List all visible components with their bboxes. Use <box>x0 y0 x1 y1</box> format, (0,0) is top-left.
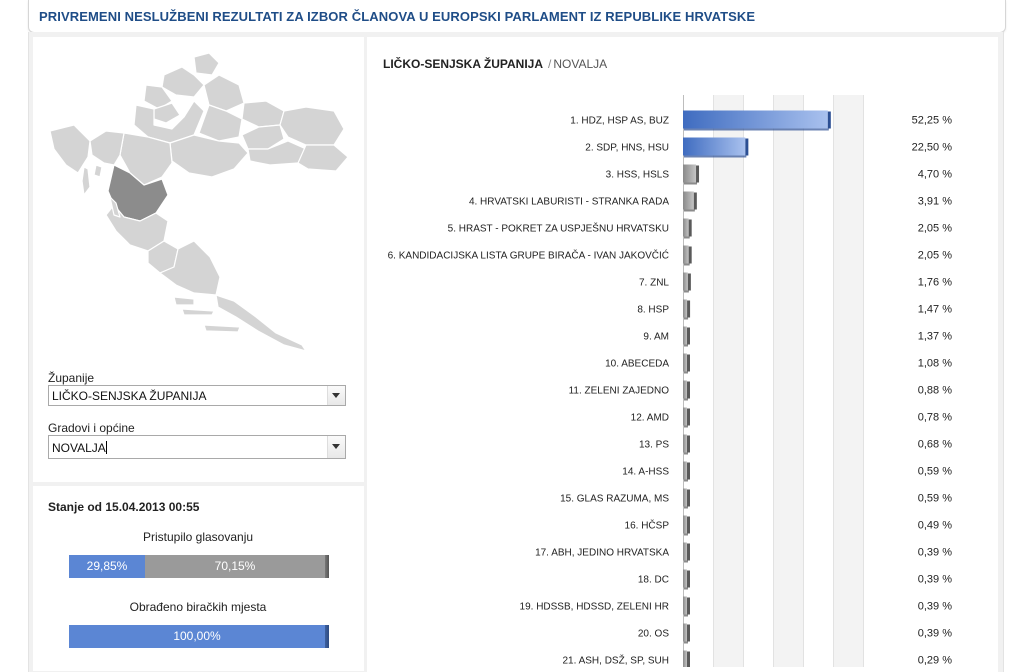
city-select-value: NOVALJA <box>52 441 106 455</box>
chevron-down-icon[interactable] <box>327 436 345 458</box>
bar-edge <box>828 112 831 129</box>
bar[interactable] <box>683 516 687 534</box>
bar-shadow <box>684 615 688 617</box>
value-label: 0,59 % <box>917 465 952 478</box>
bar[interactable] <box>683 246 689 264</box>
bar-shadow <box>684 480 688 482</box>
bar[interactable] <box>683 327 687 345</box>
bar-edge <box>694 193 697 210</box>
map-island-brac[interactable] <box>174 297 194 305</box>
bar-shadow <box>684 399 688 401</box>
value-label: 0,29 % <box>917 654 952 667</box>
bar[interactable] <box>683 273 688 291</box>
category-label: 7. ZNL <box>638 277 669 289</box>
bar-shadow <box>684 561 688 563</box>
value-label: 0,39 % <box>917 627 952 640</box>
map-county-virovitica[interactable] <box>242 101 284 127</box>
category-label: 5. HRAST - POKRET ZA USPJEŠNU HRVATSKU <box>447 223 669 235</box>
value-label: 2,05 % <box>917 222 952 235</box>
status-timestamp: Stanje od 15.04.2013 00:55 <box>48 500 200 514</box>
bar[interactable] <box>683 300 687 318</box>
category-label: 15. GLAS RAZUMA, MS <box>560 493 669 505</box>
bar[interactable] <box>683 651 687 668</box>
bar[interactable] <box>683 408 687 426</box>
category-label: 8. HSP <box>637 304 669 316</box>
bar-shadow <box>684 291 689 293</box>
category-label: 4. HRVATSKI LABURISTI - STRANKA RADA <box>468 196 669 208</box>
bar-edge <box>687 517 690 534</box>
bar-shadow <box>684 534 688 536</box>
bar-edge <box>687 571 690 588</box>
bar-shadow <box>684 372 688 374</box>
value-label: 1,76 % <box>917 276 952 289</box>
value-label: 1,08 % <box>917 357 952 370</box>
value-label: 0,39 % <box>917 546 952 559</box>
category-label: 16. HČSP <box>624 520 669 532</box>
category-label: 3. HSS, HSLS <box>605 169 669 181</box>
bar-shadow <box>684 426 688 428</box>
value-label: 1,47 % <box>917 303 952 316</box>
bar-edge <box>687 625 690 642</box>
breadcrumb-city: NOVALJA <box>553 57 608 71</box>
bar-edge <box>687 544 690 561</box>
bar-shadow <box>684 588 688 590</box>
grid-band <box>713 95 743 667</box>
map-island-krk[interactable] <box>94 165 102 177</box>
category-label: 20. OS <box>637 628 669 640</box>
city-label: Gradovi i općine <box>48 421 135 435</box>
map-county-vukovar[interactable] <box>298 145 348 171</box>
value-label: 0,88 % <box>917 384 952 397</box>
bar-edge <box>687 355 690 372</box>
bar[interactable] <box>683 543 687 561</box>
map-county-istria[interactable] <box>50 125 90 173</box>
bar-shadow <box>684 318 688 320</box>
category-label: 6. KANDIDACIJSKA LISTA GRUPE BIRAČA - IVAN JAKOVČIĆ <box>387 250 669 262</box>
breadcrumb-region[interactable]: LIČKO-SENJSKA ŽUPANIJA <box>383 57 544 71</box>
bar-edge <box>745 139 748 156</box>
category-label: 2. SDP, HNS, HSU <box>585 142 669 154</box>
bar-shadow <box>684 237 690 239</box>
bar-edge <box>689 247 692 264</box>
page-title: PRIVREMENI NESLUŽBENI REZULTATI ZA IZBOR ČLANOVA U EUROPSKI PARLAMENT IZ REPUBLIKE HRVATSKE <box>39 9 756 24</box>
map-county-dubrovnik[interactable] <box>216 295 306 351</box>
bar[interactable] <box>683 489 687 507</box>
progress-bar-edge <box>325 555 329 578</box>
bar[interactable] <box>683 462 687 480</box>
grid-band <box>833 95 863 667</box>
chevron-down-icon[interactable] <box>327 386 345 405</box>
bar-edge <box>687 328 690 345</box>
bar[interactable] <box>683 111 828 129</box>
category-label: 1. HDZ, HSP AS, BUZ <box>570 115 669 127</box>
bar-shadow <box>684 210 695 212</box>
map-county-sisak[interactable] <box>170 135 248 177</box>
value-label: 0,49 % <box>917 519 952 532</box>
bar[interactable] <box>683 597 687 615</box>
bar-shadow <box>684 507 688 509</box>
turnout-yes-segment: 29,85% <box>69 555 145 578</box>
bar-shadow <box>684 642 688 644</box>
bar-shadow <box>684 264 690 266</box>
map-county-medimurje[interactable] <box>194 53 219 75</box>
processed-segment: 100,00% <box>69 625 325 648</box>
value-label: 4,70 % <box>917 168 952 181</box>
croatia-map[interactable] <box>44 45 364 355</box>
category-label: 17. ABH, JEDINO HRVATSKA <box>535 547 669 559</box>
bar-edge <box>688 274 691 291</box>
category-label: 18. DC <box>637 574 669 586</box>
bar[interactable] <box>683 381 687 399</box>
bar[interactable] <box>683 138 745 156</box>
bar-edge <box>687 598 690 615</box>
bar[interactable] <box>683 570 687 588</box>
value-label: 0,68 % <box>917 438 952 451</box>
bar-edge <box>687 436 690 453</box>
results-bar-chart <box>367 95 997 667</box>
grid-band <box>773 95 803 667</box>
bar[interactable] <box>683 354 687 372</box>
value-label: 0,39 % <box>917 573 952 586</box>
bar[interactable] <box>683 219 689 237</box>
value-label: 0,39 % <box>917 600 952 613</box>
turnout-label: Pristupilo glasovanju <box>142 530 254 544</box>
bar[interactable] <box>683 435 687 453</box>
breadcrumb-separator: / <box>548 57 552 71</box>
bar[interactable] <box>683 165 696 183</box>
processed-label: Obrađeno biračkih mjesta <box>129 600 267 614</box>
header-bar <box>28 0 1006 33</box>
county-label: Županije <box>48 371 95 385</box>
county-select[interactable] <box>48 385 346 406</box>
turnout-no-segment: 70,15% <box>145 555 325 578</box>
category-label: 10. ABECEDA <box>605 358 669 370</box>
value-label: 3,91 % <box>917 195 952 208</box>
value-label: 0,78 % <box>917 411 952 424</box>
bar-edge <box>687 463 690 480</box>
map-island-cres[interactable] <box>82 167 90 195</box>
value-label: 22,50 % <box>911 141 952 154</box>
bar-edge <box>687 490 690 507</box>
bar-shadow <box>684 129 829 131</box>
category-label: 9. AM <box>643 331 669 343</box>
category-label: 19. HDSSB, HDSSD, ZELENI HR <box>519 601 669 613</box>
map-island-korcula[interactable] <box>204 325 240 332</box>
category-label: 21. ASH, DSŽ, SP, SUH <box>562 655 669 667</box>
value-label: 2,05 % <box>917 249 952 262</box>
category-label: 12. AMD <box>630 412 669 424</box>
bar-shadow <box>684 183 697 185</box>
map-county-primorje[interactable] <box>90 131 124 165</box>
bar-edge <box>687 652 690 668</box>
bar-edge <box>687 409 690 426</box>
bar-shadow <box>684 345 688 347</box>
turnout-progress-bar <box>69 555 325 578</box>
city-select[interactable] <box>48 435 346 459</box>
map-island-hvar[interactable] <box>182 309 214 315</box>
value-label: 1,37 % <box>917 330 952 343</box>
processed-progress-bar <box>69 625 325 648</box>
progress-bar-edge <box>325 625 329 648</box>
category-label: 13. PS <box>638 439 669 451</box>
map-county-osijek[interactable] <box>280 107 344 145</box>
bar-shadow <box>684 156 746 158</box>
bar-shadow <box>684 453 688 455</box>
bar[interactable] <box>683 192 694 210</box>
category-label: 11. ZELENI ZAJEDNO <box>568 385 669 397</box>
bar-edge <box>696 166 699 183</box>
value-label: 0,59 % <box>917 492 952 505</box>
category-label: 14. A-HSS <box>622 466 669 478</box>
bar-edge <box>687 382 690 399</box>
county-select-value: LIČKO-SENJSKA ŽUPANIJA <box>52 389 207 403</box>
breadcrumb <box>383 57 607 71</box>
value-label: 52,25 % <box>911 114 952 127</box>
map-county-bjelovar[interactable] <box>199 105 242 141</box>
bar-edge <box>689 220 692 237</box>
bar[interactable] <box>683 624 687 642</box>
bar-edge <box>687 301 690 318</box>
